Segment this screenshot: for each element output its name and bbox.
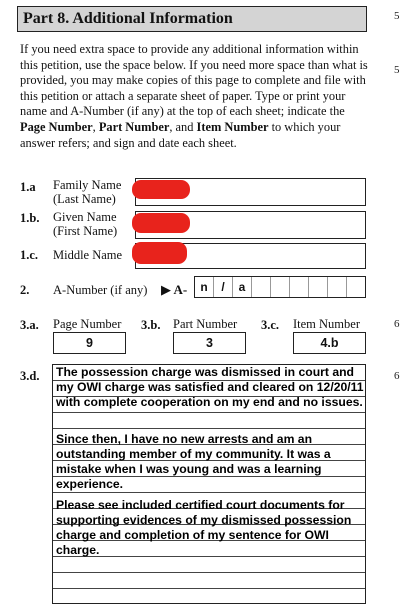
page-number-item-number: 3.a. <box>20 318 39 332</box>
part-number-field[interactable]: 3 <box>173 332 246 354</box>
redaction-mark <box>132 213 190 233</box>
redaction-mark <box>132 180 190 199</box>
a-number-digit <box>252 277 271 297</box>
part-number-label: Part Number <box>173 317 238 331</box>
a-number-digit <box>271 277 290 297</box>
answer-item-number: 3.d. <box>20 369 40 383</box>
a-number-digit <box>290 277 309 297</box>
instructions-paragraph: If you need extra space to provide any additional information within this petition, use the space below. If you need more space than what is provided, you may make copies of this page to complete and file with this petition or attach a separate sheet of paper. Type or print your name and A-Number (if any) at the top of each sheet; indicate the Page Number, Part Number, and Item Number to which your answer refers; and sign and date each sheet. <box>20 42 368 150</box>
item-number-term: Item Number <box>196 119 269 134</box>
item-number-field[interactable]: 4.b <box>293 332 366 354</box>
margin-number: 5 <box>394 10 400 22</box>
redaction-mark <box>132 242 187 264</box>
given-name-number: 1.b. <box>20 211 40 225</box>
item-number-label: Item Number <box>293 317 360 331</box>
additional-info-text-area[interactable] <box>52 364 366 604</box>
middle-name-label: Middle Name <box>53 248 123 262</box>
page-number-field[interactable]: 9 <box>53 332 126 354</box>
page-number-term: Page Number <box>20 119 93 134</box>
a-number-label: A-Number (if any) <box>53 283 148 297</box>
a-number-digit: / <box>214 277 233 297</box>
section-title: Part 8. Additional Information <box>23 10 233 27</box>
margin-number: 6 <box>394 318 400 330</box>
answer-paragraph: Please see included certified court documents for supporting evidences of my dismissed possession charge and completion of my sentence for OWI charge. <box>56 498 352 557</box>
a-number-prefix: ▶ A- <box>161 282 188 297</box>
family-name-label: Family Name (Last Name) <box>53 178 122 206</box>
family-name-number: 1.a <box>20 180 36 194</box>
a-number-digit <box>309 277 328 297</box>
a-number-digit <box>328 277 347 297</box>
item-number-item-number: 3.c. <box>261 318 280 332</box>
given-name-label: Given Name (First Name) <box>53 210 118 238</box>
section-header <box>17 6 367 32</box>
answer-paragraph: Since then, I have no new arrests and am an outstanding member of my community. It was a mistake when I was young and was a learning experience. <box>56 432 331 491</box>
a-number-digit: n <box>195 277 214 297</box>
part-number-item-number: 3.b. <box>141 318 161 332</box>
a-number-field[interactable] <box>194 276 366 298</box>
a-number-item-number: 2. <box>20 283 30 297</box>
middle-name-number: 1.c. <box>20 248 39 262</box>
answer-paragraph: The possession charge was dismissed in court and my OWI charge was satisfied and cleared on 12/20/11 with complete cooperation on my end and no issues. <box>56 365 364 409</box>
part-number-term: Part Number <box>98 119 170 134</box>
a-number-digit: a <box>233 277 252 297</box>
a-number-digit <box>347 277 365 297</box>
margin-number: 6 <box>394 370 400 382</box>
margin-number: 5 <box>394 64 400 76</box>
page-number-label: Page Number <box>53 317 122 331</box>
